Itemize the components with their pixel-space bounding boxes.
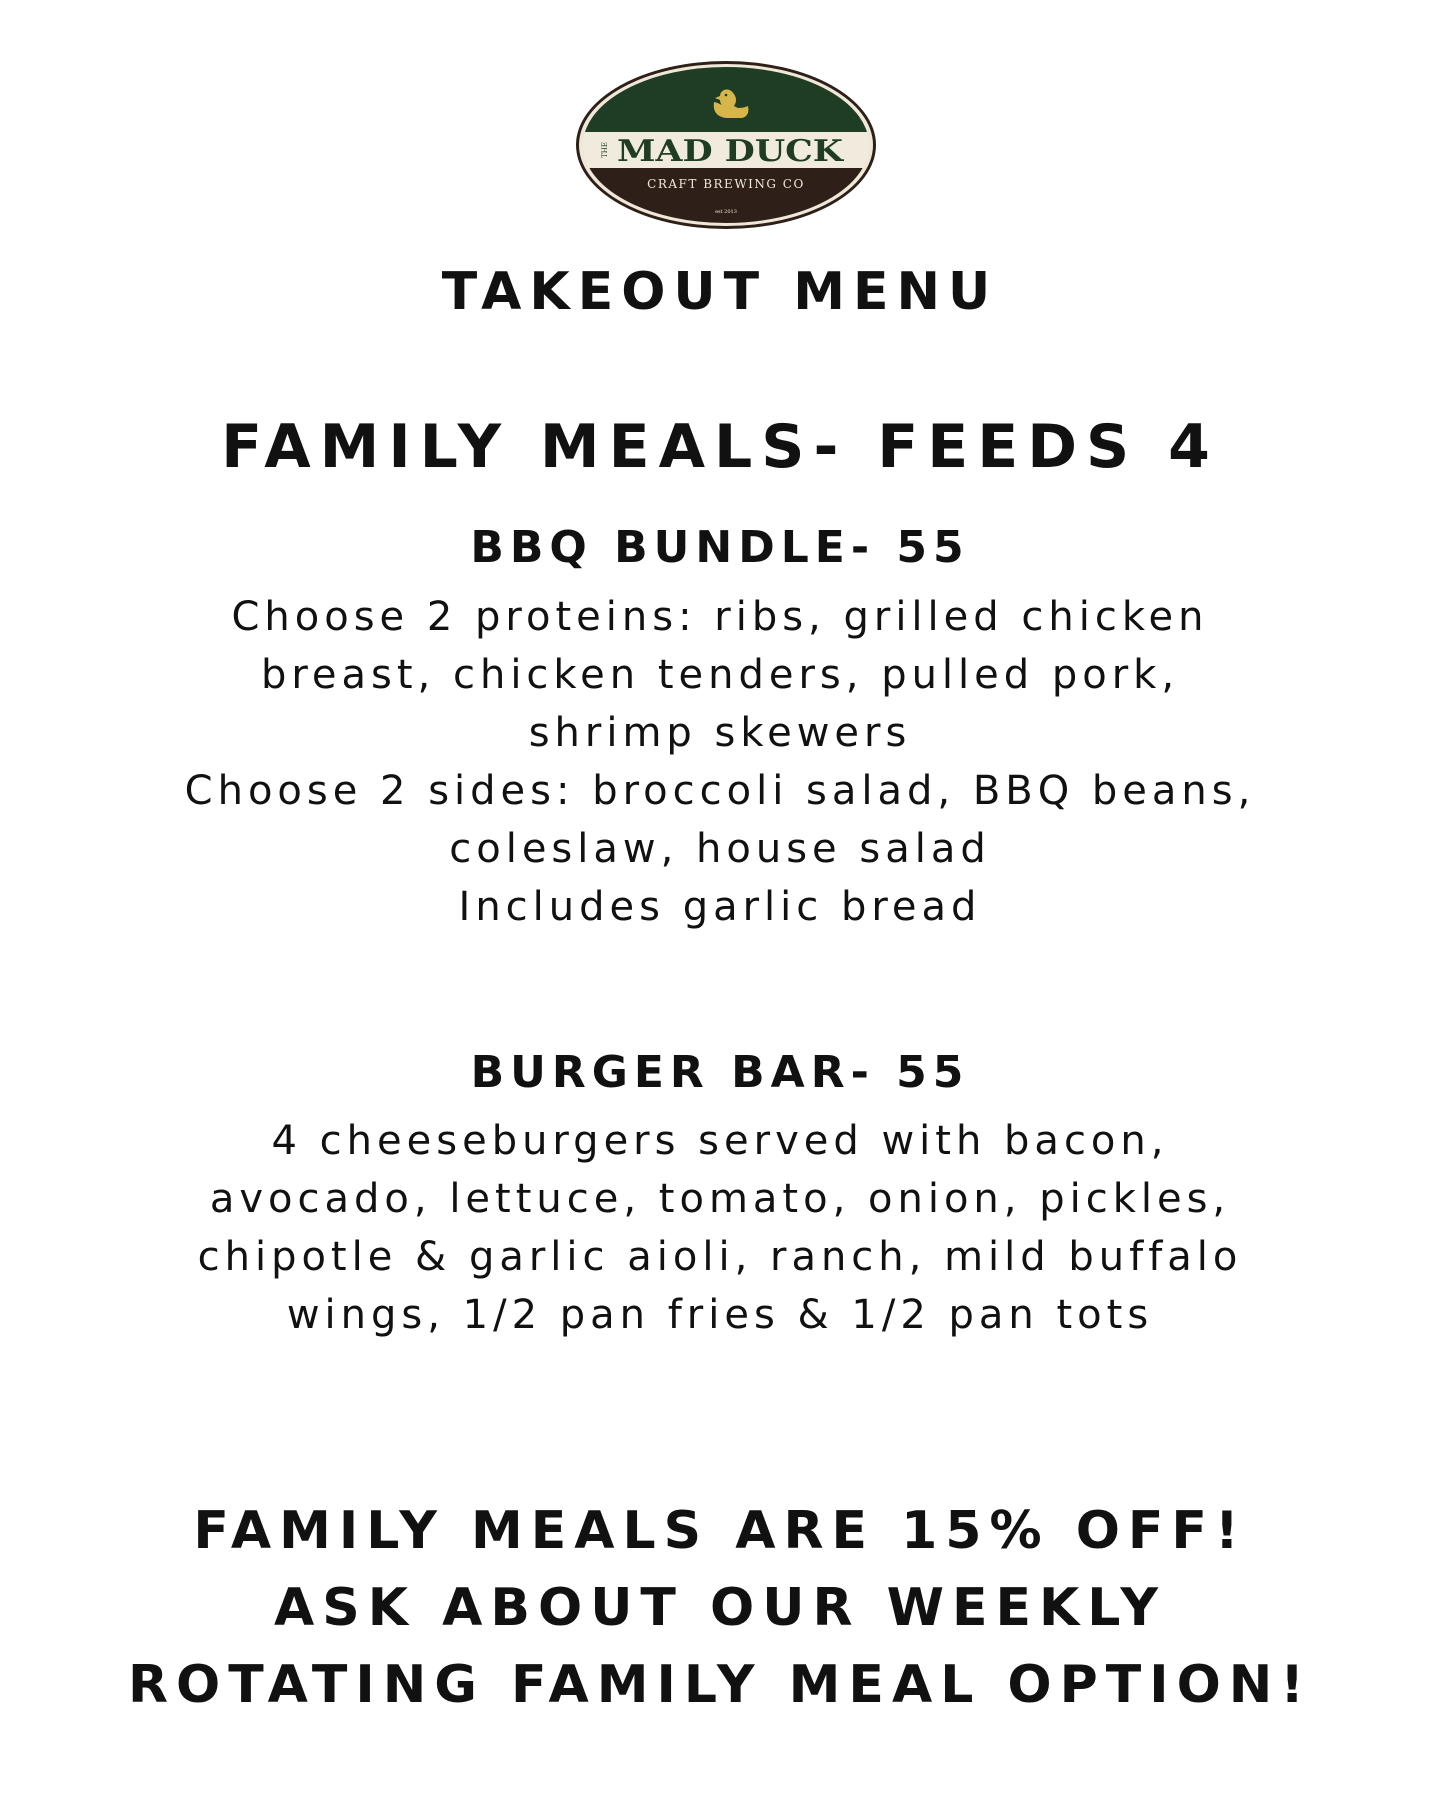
burger-desc-line: wings, 1/2 pan fries & 1/2 pan tots (286, 1292, 1154, 1338)
logo-the-text: THE (601, 142, 609, 158)
logo-est-text: est 2013 (715, 209, 737, 215)
promo-notice (0, 1493, 1440, 1724)
bbq-bundle-description (0, 588, 1440, 936)
burger-desc-line: 4 cheeseburgers served with bacon, (271, 1118, 1169, 1164)
bbq-desc-line: breast, chicken tenders, pulled pork, (260, 652, 1180, 698)
burger-desc-line: avocado, lettuce, tomato, onion, pickles, (209, 1176, 1231, 1222)
promo-line: ROTATING FAMILY MEAL OPTION! (127, 1655, 1313, 1715)
promo-line: ASK ABOUT OUR WEEKLY (274, 1578, 1166, 1638)
bbq-bundle-heading: BBQ BUNDLE- 55 (470, 522, 970, 573)
bbq-desc-line: Choose 2 proteins: ribs, grilled chicken (231, 594, 1209, 640)
mad-duck-logo-graphic (574, 60, 878, 230)
burger-bar-heading: BURGER BAR- 55 (470, 1047, 970, 1098)
bbq-desc-line: shrimp skewers (528, 710, 912, 756)
section-title: FAMILY MEALS- FEEDS 4 (221, 412, 1219, 482)
burger-bar-description (0, 1112, 1440, 1344)
bbq-desc-line: Includes garlic bread (458, 884, 982, 930)
promo-line: FAMILY MEALS ARE 15% OFF! (193, 1501, 1247, 1561)
logo-tagline-text: CRAFT BREWING CO (647, 177, 805, 191)
burger-desc-line: chipotle & garlic aioli, ranch, mild buffalo (197, 1234, 1243, 1280)
mad-duck-logo (574, 60, 878, 230)
menu-title: TAKEOUT MENU (441, 262, 999, 322)
bbq-desc-line: coleslaw, house salad (449, 826, 991, 872)
bbq-desc-line: Choose 2 sides: broccoli salad, BBQ beans, (184, 768, 1256, 814)
logo-name-text: MAD DUCK (617, 134, 845, 169)
